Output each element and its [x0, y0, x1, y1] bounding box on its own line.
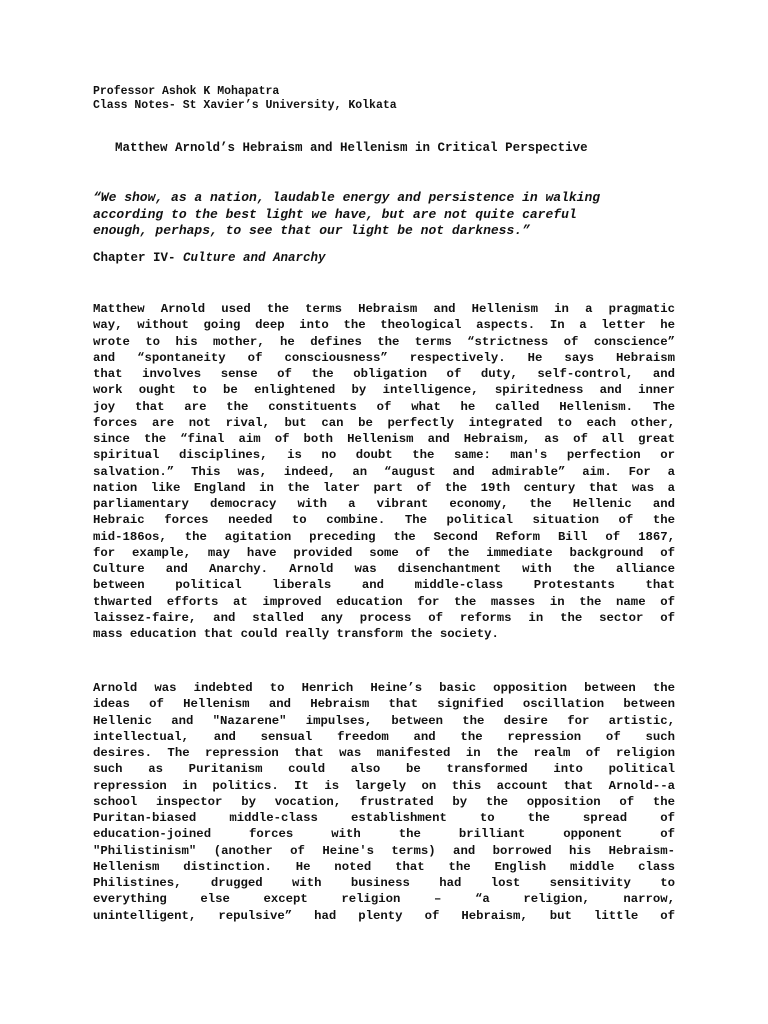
paragraph-line: Puritan-biased middle-class establishment to the spread of — [93, 811, 675, 825]
paragraph-line: wrote to his mother, he defines the terms “strictness of conscience” — [93, 334, 675, 349]
paragraph-line: for example, may have provided some of the immediate background of — [93, 545, 675, 560]
epigraph-line: “We show, as a nation, laudable energy and persistence in walking — [93, 190, 601, 205]
chapter-heading — [93, 249, 326, 267]
paragraph-line: thwarted efforts at improved education for the masses in the name of — [93, 594, 675, 609]
body-paragraph-1 — [93, 301, 675, 642]
chapter-name: Culture and Anarchy — [183, 251, 326, 265]
epigraph-line: enough, perhaps, to see that our light be not darkness.” — [93, 223, 530, 238]
paragraph-line: Arnold was indebted to Henrich Heine’s basic opposition between the — [93, 681, 675, 695]
paragraph-line: between political liberals and middle-class Protestants that — [93, 578, 675, 593]
paragraph-line: Hebraic forces needed to combine. The political situation of the — [93, 513, 675, 528]
paragraph-line: parliamentary democracy with a vibrant economy, the Hellenic and — [93, 497, 675, 511]
paragraph-line: and “spontaneity of consciousness” respectively. He says Hebraism — [93, 350, 675, 365]
epigraph-quote — [93, 190, 653, 240]
paragraph-line: Philistines, drugged with business had lost sensitivity to — [93, 876, 675, 890]
paragraph-line: laissez-faire, and stalled any process of reforms in the sector of — [93, 610, 675, 625]
epigraph-line: according to the best light we have, but are not quite careful — [93, 206, 577, 222]
body-paragraph-2 — [93, 680, 675, 924]
paragraph-line: Matthew Arnold used the terms Hebraism and Hellenism in a pragmatic — [93, 302, 675, 316]
paragraph-line: repression in politics. It is largely on this account that Arnold--a — [93, 778, 675, 793]
paragraph-line: way, without going deep into the theological aspects. In a letter he — [93, 318, 675, 333]
paragraph-line: forces are not rival, but can be perfectly integrated to each other, — [93, 415, 675, 430]
paragraph-line: school inspector by vocation, frustrated by the opposition of the — [93, 794, 675, 809]
paragraph-line: such as Puritanism could also be transformed into political — [93, 762, 675, 777]
paragraph-line: desires. The repression that was manifested in the realm of religion — [93, 746, 675, 760]
paragraph-line: "Philistinism" (another of Heine's terms) and borrowed his Hebraism- — [93, 843, 675, 858]
paragraph-line: intellectual, and sensual freedom and the repression of such — [93, 729, 675, 744]
paragraph-line: joy that are the constituents of what he called Hellenism. The — [93, 399, 675, 414]
paragraph-line: education-joined forces with the brilliant opponent of — [93, 827, 675, 842]
chapter-prefix: Chapter IV- — [93, 251, 184, 265]
paragraph-line: salvation.” This was, indeed, an “august and admirable” aim. For a — [93, 464, 675, 479]
paragraph-line: that involves sense of the obligation of duty, self-control, and — [93, 367, 675, 381]
author-line: Professor Ashok K Mohapatra — [93, 85, 280, 98]
paragraph-line: since the “final aim of both Hellenism and Hebraism, as of all great — [93, 432, 675, 446]
paragraph-line: Culture and Anarchy. Arnold was disenchantment with the alliance — [93, 562, 675, 576]
paragraph-line: Hellenism distinction. He noted that the English middle class — [93, 859, 675, 874]
paragraph-line: everything else except religion – “a religion, narrow, — [93, 892, 675, 907]
paragraph-line: work ought to be enlightened by intelligence, spiritedness and inner — [93, 383, 675, 398]
paragraph-line: mass education that could really transform the society. — [93, 627, 499, 641]
paragraph-line: nation like England in the later part of the 19th century that was a — [93, 480, 675, 495]
paragraph-line: unintelligent, repulsive” had plenty of Hebraism, but little of — [93, 908, 675, 923]
paragraph-line: ideas of Hellenism and Hebraism that signified oscillation between — [93, 697, 675, 712]
paragraph-line: Hellenic and "Nazarene" impulses, between the desire for artistic, — [93, 713, 675, 728]
paragraph-line: mid-186os, the agitation preceding the Second Reform Bill of 1867, — [93, 529, 675, 544]
document-title: Matthew Arnold’s Hebraism and Hellenism in Critical Perspective — [115, 141, 588, 155]
affiliation-line: Class Notes- St Xavier’s University, Kolkata — [93, 99, 397, 112]
paragraph-line: spiritual disciplines, is no doubt the same: man's perfection or — [93, 448, 675, 463]
